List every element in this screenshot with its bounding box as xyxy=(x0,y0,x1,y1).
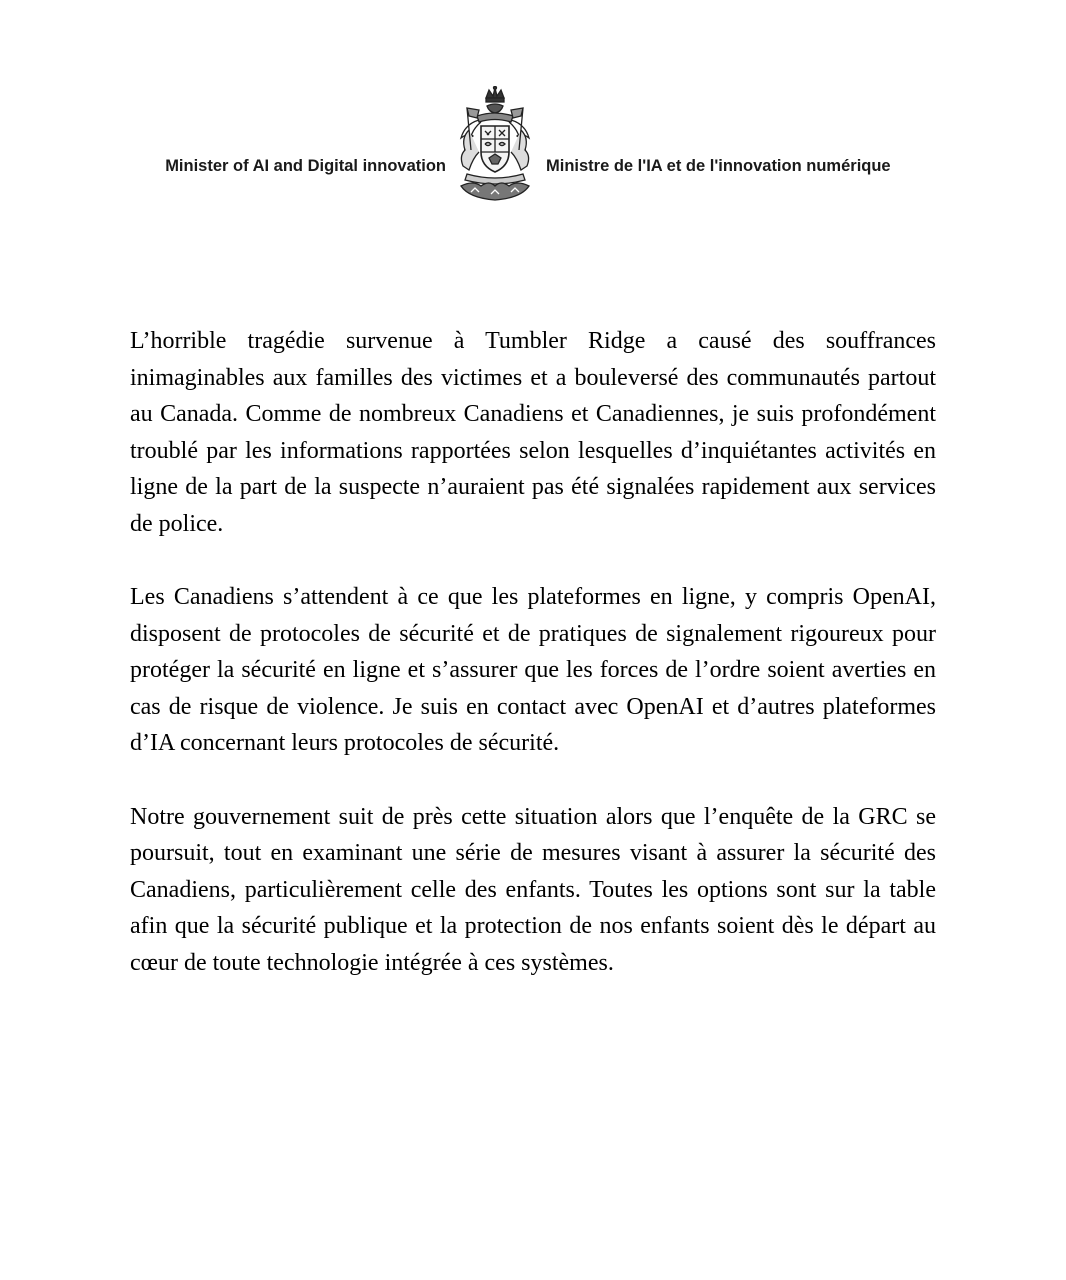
canadian-coat-of-arms-icon xyxy=(451,86,539,204)
statement-paragraph-2: Les Canadiens s’attendent à ce que les plateformes en ligne, y compris OpenAI, disposent de protocoles de sécurité et de pratiques de signalement rigoureux pour protéger la sécurité en ligne et s’assurer que les forces de l’ordre soient averties en cas de risque de violence. Je suis en contact avec OpenAI et d’autres plateformes d’IA concernant leurs protocoles de sécurité. xyxy=(130,584,936,756)
minister-title-french: Ministre de l'IA et de l'innovation numérique xyxy=(546,157,891,175)
letterhead xyxy=(0,86,1066,206)
statement-paragraph-3: Notre gouvernement suit de près cette situation alors que l’enquête de la GRC se poursuit, tout en examinant une série de mesures visant à assurer la sécurité des Canadiens, particulièrement celle des enfants. Toutes les options sont sur la table afin que la sécurité publique et la protection de nos enfants soient dès le départ au cœur de toute technologie intégrée à ces systèmes. xyxy=(130,803,936,976)
minister-title-english: Minister of AI and Digital innovation xyxy=(165,157,446,175)
statement-paragraph-1: L’horrible tragédie survenue à Tumbler Ridge a causé des souffrances inimaginables aux familles des victimes et a bouleversé des communautés partout au Canada. Comme de nombreux Canadiens et Canadiennes, je suis profondément troublé par les informations rapportées selon lesquelles d’inquiétantes activités en ligne de la part de la suspecte n’auraient pas été signalées rapidement aux services de police. xyxy=(130,328,936,537)
statement-body xyxy=(130,323,936,1018)
